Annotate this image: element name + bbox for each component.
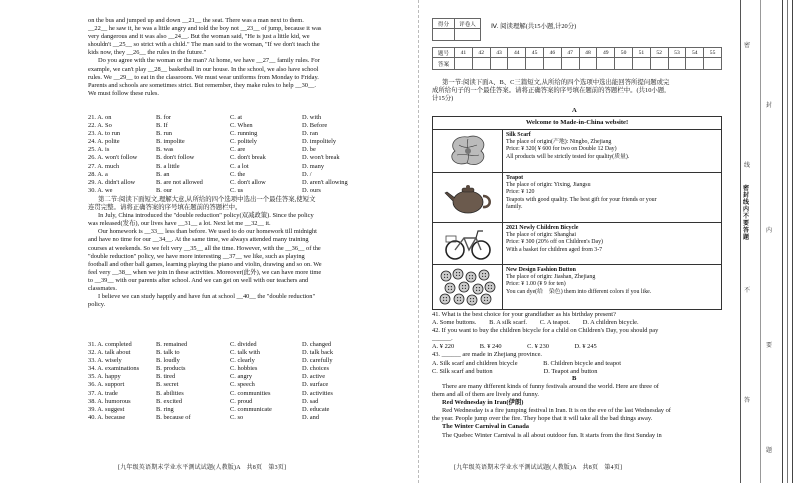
- question-number: 53: [668, 48, 686, 58]
- button-hole: [471, 275, 472, 276]
- option-choice[interactable]: 26. A. won't follow: [88, 154, 138, 162]
- answer-label: 答案: [433, 58, 455, 70]
- passage-line: courses at weekends. So we felt very __35__ all the time. However, with the __36__ of the: [88, 244, 321, 252]
- button-hole: [450, 286, 451, 287]
- product-line: You can dye(给 染色) them into different colors if you like.: [506, 288, 652, 295]
- seal-char: 密: [744, 43, 751, 49]
- option-choice[interactable]: C. running: [230, 130, 258, 138]
- option-choice[interactable]: B. a little: [156, 162, 180, 170]
- page-divider: [418, 0, 419, 483]
- question-number: 43: [490, 48, 508, 58]
- product-name: Silk Scarf: [506, 132, 531, 138]
- option-choice[interactable]: B. tired: [156, 373, 176, 381]
- passage-line: rules. We __29__ to eat in the classroom. We must wear uniforms from Monday to Friday.: [88, 73, 319, 81]
- option-row: [88, 138, 388, 146]
- product-row: [433, 129, 721, 172]
- score-label: 得分: [433, 19, 455, 29]
- option-row: [88, 171, 388, 179]
- button-hole: [469, 275, 470, 276]
- left-page: [0, 0, 396, 483]
- option-choice[interactable]: D. talk back: [302, 349, 334, 357]
- grader-cell[interactable]: [455, 29, 481, 41]
- passage-line: football and other ball games, learning playing the piano and violin, drawing and so on. We: [88, 260, 322, 268]
- option-choice[interactable]: D. won't break: [302, 154, 340, 162]
- option-choice[interactable]: C. hobbies: [230, 365, 258, 373]
- scarf-image: [433, 130, 503, 172]
- passage-line: was released(发布), our lives have __31__ a lot. Next let me __32__ it.: [88, 220, 271, 228]
- option-choice[interactable]: D. impolitely: [302, 138, 337, 146]
- passage-line: and have no time for our __34__. At the same time, we always attended many training: [88, 236, 309, 244]
- passage-line: There are many different kinds of funny festivals around the world. Here are three of: [442, 383, 659, 390]
- question-line: C. Silk scarf and button D. Teapot and button: [432, 367, 598, 375]
- passage-line: Our homework is __33__ less than before. We used to do our homework till midnight: [98, 228, 317, 236]
- option-row: [88, 381, 388, 389]
- button-hole: [470, 301, 471, 302]
- button-hole: [448, 286, 449, 287]
- button-hole: [476, 287, 477, 288]
- passage-line: Red Wednesday is a fire jumping festival in Iran. It is on the eve of the last Wednesday of: [442, 407, 671, 415]
- option-choice[interactable]: 32. A. talk about: [88, 349, 131, 357]
- passage-line: Parents and schools are sometimes strict. But remember, they make rules to help __30__.: [88, 81, 316, 89]
- button-hole: [444, 277, 445, 278]
- question-number-label: 题号: [433, 48, 455, 58]
- seal-char: 封: [766, 103, 773, 109]
- option-choice[interactable]: C. speech: [230, 381, 255, 389]
- answer-cell[interactable]: [704, 58, 722, 70]
- passage-line: the year. People jump over the fire. They hope that it will take all the bad things away.: [432, 415, 653, 423]
- option-choice[interactable]: D. changed: [302, 341, 332, 348]
- button-shape: [481, 294, 491, 304]
- option-choice[interactable]: B. ring: [156, 405, 174, 413]
- button-hole: [488, 288, 489, 289]
- option-row: [88, 373, 388, 381]
- question-line: A. Silk scarf and children bicycle B. Children bicycle and teapot: [432, 359, 622, 367]
- button-hole: [472, 298, 473, 299]
- question-line: 43. ______ are made in Zhejiang province.: [432, 351, 543, 359]
- options-21-30: [88, 114, 388, 195]
- seal-char: 不: [744, 288, 751, 294]
- button-hole: [484, 300, 485, 301]
- button-shape: [479, 270, 489, 280]
- option-choice[interactable]: 22. A. So: [88, 122, 112, 130]
- option-choice[interactable]: 35. A. happy: [88, 373, 121, 381]
- button-hole: [478, 290, 479, 291]
- option-choice[interactable]: C. at: [230, 114, 243, 121]
- option-choice[interactable]: B. are not allowed: [156, 178, 203, 186]
- button-hole: [469, 278, 470, 279]
- passage-line: In July, China introduced the "double reduction" policy(双减政策). Since the policy: [98, 212, 314, 220]
- option-choice[interactable]: D. activities: [302, 389, 333, 397]
- button-shape: [459, 282, 469, 292]
- option-row: [88, 414, 388, 422]
- button-hole: [484, 276, 485, 277]
- question-line: 42. If you want to buy the children bicycle for a child on Children's Day, you should pay: [432, 327, 659, 335]
- button-shape: [445, 283, 455, 293]
- instruction-line: 第一节:阅读下面A、B、C三篇短文,从所给的四个选项中选出能回答所提问题或完: [442, 79, 670, 86]
- option-choice[interactable]: D. ours: [302, 186, 321, 194]
- option-choice[interactable]: 38. A. humorous: [88, 397, 131, 405]
- page-footer-right: [九年级英语期末学业水平测试试题(人教版)A 共8页 第4页]: [454, 465, 623, 471]
- option-row: [88, 398, 388, 406]
- button-hole: [482, 273, 483, 274]
- button-hole: [490, 288, 491, 289]
- passage-cloze-b: [88, 196, 388, 309]
- option-choice[interactable]: D. surface: [302, 381, 329, 389]
- button-hole: [456, 272, 457, 273]
- product-name: Teapot: [506, 175, 524, 181]
- question-number: 52: [650, 48, 668, 58]
- passage-line: on the bus and jumped up and down __21__ the seat. There was a man next to them.: [88, 17, 304, 24]
- question-number: 42: [472, 48, 490, 58]
- option-choice[interactable]: B. secret: [156, 381, 179, 389]
- product-name: New Design Fashion Button: [506, 267, 576, 273]
- button-hole: [458, 272, 459, 273]
- seal-char: 题: [766, 448, 773, 454]
- option-choice[interactable]: B. products: [156, 365, 186, 373]
- option-choice[interactable]: B. If: [156, 122, 168, 130]
- option-choice[interactable]: D. choices: [302, 365, 329, 373]
- option-choice[interactable]: B. our: [156, 186, 172, 194]
- option-row: [88, 163, 388, 171]
- question-line: A. Some buttons. B. A silk scarf. C. A teapot. D. A children bicycle.: [432, 319, 639, 327]
- button-hole: [470, 298, 471, 299]
- page-footer-left: [九年级英语期末学业水平测试试题(人教版)A 共8页 第3页]: [118, 465, 287, 471]
- option-choice[interactable]: 40. A. because: [88, 413, 126, 421]
- seal-char: 要: [766, 343, 773, 349]
- answer-cell[interactable]: [579, 58, 597, 70]
- answer-cell[interactable]: [686, 58, 704, 70]
- option-choice[interactable]: C. the: [230, 170, 246, 178]
- answer-cell[interactable]: [455, 58, 473, 70]
- answer-cell[interactable]: [650, 58, 668, 70]
- option-choice[interactable]: D. /: [302, 170, 312, 178]
- button-hole: [445, 300, 446, 301]
- question-number: 54: [686, 48, 704, 58]
- option-choice[interactable]: C. are: [230, 146, 246, 154]
- bicycle-image: [433, 223, 503, 264]
- options-31-40: [88, 341, 388, 422]
- option-choice[interactable]: C. proud: [230, 397, 253, 405]
- option-row: [88, 146, 388, 154]
- button-hole: [444, 274, 445, 275]
- question-number: 46: [543, 48, 561, 58]
- product-line: Price: ¥ 1.00 (¥ 9 for ten): [506, 281, 566, 288]
- product-line: family.: [506, 203, 523, 210]
- passage-line: The Quebec Winter Carnival is all about outdoor fun. It starts from the first Sunday in: [442, 431, 662, 439]
- passage-a-label: A: [572, 107, 577, 114]
- option-row: [88, 390, 388, 398]
- seal-line-inner: [760, 0, 761, 483]
- binding-margin: [740, 0, 794, 483]
- option-choice[interactable]: D. active: [302, 373, 326, 381]
- answer-cell[interactable]: [508, 58, 526, 70]
- question-number: 49: [597, 48, 615, 58]
- score-box: [432, 18, 481, 41]
- option-choice[interactable]: 39. A. suggest: [88, 405, 125, 413]
- button-hole: [464, 288, 465, 289]
- option-choice[interactable]: 33. A. wisely: [88, 357, 122, 365]
- passage-b: [432, 383, 722, 440]
- button-shape: [453, 269, 463, 279]
- passage-line: We must follow these rules.: [88, 89, 160, 97]
- question-number: 51: [632, 48, 650, 58]
- seal-char: 答: [744, 398, 751, 404]
- option-row: [88, 341, 388, 349]
- option-row: [88, 179, 388, 187]
- option-choice[interactable]: 30. A. we: [88, 186, 113, 194]
- section-title: Ⅳ. 阅读理解(共15小题,计20分): [491, 23, 577, 30]
- passage-cloze-a: [88, 17, 388, 98]
- option-choice[interactable]: 25. A. is: [88, 146, 110, 154]
- button-hole: [464, 285, 465, 286]
- product-line: Teapots with good quality. The best gift for your friends or your: [506, 196, 657, 203]
- option-choice[interactable]: B. remained: [156, 341, 188, 348]
- product-line: All products will be strictly tested for quality(质量).: [506, 153, 630, 160]
- button-hole: [484, 297, 485, 298]
- button-hole: [446, 274, 447, 275]
- answer-cell[interactable]: [561, 58, 579, 70]
- website-box: [432, 116, 722, 310]
- questions-41-43: [432, 311, 722, 376]
- option-row: [88, 357, 388, 365]
- option-row: [88, 122, 388, 130]
- question-line: ______.: [432, 335, 453, 343]
- answer-cell[interactable]: [597, 58, 615, 70]
- button-hole: [462, 285, 463, 286]
- button-hole: [471, 278, 472, 279]
- button-hole: [443, 297, 444, 298]
- button-hole: [450, 289, 451, 290]
- option-choice[interactable]: C. communicate: [230, 405, 272, 413]
- button-hole: [490, 285, 491, 286]
- button-shape: [485, 282, 495, 292]
- answer-cell[interactable]: [668, 58, 686, 70]
- answer-table: [432, 47, 722, 70]
- seal-char: 内: [766, 228, 773, 234]
- product-line: Price: ¥ 300 (20% off on Children's Day): [506, 239, 603, 246]
- question-number: 47: [561, 48, 579, 58]
- button-shape: [467, 295, 477, 305]
- option-choice[interactable]: B. run: [156, 130, 172, 138]
- product-line: The place of origin(产地): Ningbo, Zhejiang: [506, 139, 612, 146]
- option-choice[interactable]: C. so: [230, 413, 244, 421]
- button-shape: [440, 294, 450, 304]
- option-choice[interactable]: C. talk with: [230, 349, 260, 357]
- button-hole: [488, 285, 489, 286]
- option-choice[interactable]: B. talk to: [156, 349, 180, 357]
- option-row: [88, 365, 388, 373]
- option-choice[interactable]: D. carefully: [302, 357, 333, 365]
- button-hole: [478, 287, 479, 288]
- passage-line: kids now, they __26__ the rules in the future.": [88, 49, 207, 57]
- buttons-image: [433, 265, 503, 309]
- right-page: [432, 0, 722, 483]
- passage-line: to __39__ with our parents after school. And we can get on well with our teachers and: [88, 276, 309, 284]
- option-choice[interactable]: 23. A. to run: [88, 130, 121, 138]
- passage-line: very dangerous and it was also __24__. But the woman said, "He is just a little kid, we: [88, 33, 310, 41]
- seal-warning: 密封线内不要答题: [743, 186, 750, 241]
- instruction-line: 计15分): [432, 95, 454, 103]
- passage-line: feel very __38__ when we join in these activities. Moreover(此外), we can have more time: [88, 268, 322, 276]
- question-number: 55: [704, 48, 722, 58]
- button-hole: [457, 300, 458, 301]
- festival-title: The Winter Carnival in Canada: [442, 423, 530, 431]
- option-choice[interactable]: C. When: [230, 122, 253, 130]
- button-hole: [458, 275, 459, 276]
- button-hole: [448, 289, 449, 290]
- option-choice[interactable]: 24. A. polite: [88, 138, 120, 146]
- button-hole: [456, 275, 457, 276]
- passage-line: classmates.: [88, 285, 117, 293]
- product-row: [433, 172, 721, 222]
- option-choice[interactable]: D. and: [302, 413, 320, 421]
- option-choice[interactable]: B. an: [156, 170, 170, 178]
- teapot-image: [433, 173, 503, 222]
- website-header: Welcome to Made-in-China website!: [525, 119, 629, 126]
- option-choice[interactable]: 21. A. on: [88, 114, 112, 121]
- product-line: The place of origin: Yixing, Jiangsu: [506, 182, 591, 189]
- option-choice[interactable]: D. educate: [302, 405, 330, 413]
- passage-b-label: B: [572, 375, 577, 382]
- instruction-line: 成所给句子的一个最佳答案。请将正确答案的序号填在题前的答题栏中。(共10小题,: [432, 87, 666, 95]
- option-choice[interactable]: B. for: [156, 114, 171, 121]
- product-line: With a basket for children aged from 3-7: [506, 246, 603, 253]
- button-hole: [459, 300, 460, 301]
- option-choice[interactable]: D. Before: [302, 122, 328, 130]
- option-choice[interactable]: B. don't follow: [156, 154, 195, 162]
- button-hole: [484, 273, 485, 274]
- button-hole: [486, 297, 487, 298]
- button-hole: [446, 277, 447, 278]
- option-choice[interactable]: D. with: [302, 114, 322, 121]
- button-hole: [476, 290, 477, 291]
- option-choice[interactable]: C. politely: [230, 138, 257, 146]
- option-choice[interactable]: B. impolite: [156, 138, 185, 146]
- passage-line: example, we can't play __28__ basketball in our house. In the school, we also have school: [88, 65, 319, 73]
- answer-cell[interactable]: [615, 58, 633, 70]
- option-row: [88, 154, 388, 162]
- option-choice[interactable]: 37. A. trade: [88, 389, 118, 397]
- answer-cell[interactable]: [526, 58, 544, 70]
- question-number: 44: [508, 48, 526, 58]
- button-shape: [466, 272, 476, 282]
- question-number: 50: [615, 48, 633, 58]
- option-choice[interactable]: B. loudly: [156, 357, 180, 365]
- option-choice[interactable]: D. aren't allowing: [302, 178, 348, 186]
- option-choice[interactable]: C. us: [230, 186, 244, 194]
- button-hole: [459, 297, 460, 298]
- product-line: Price: ¥ 320( ¥ 600 for two on Double 12 Day): [506, 146, 617, 153]
- product-line: Price: ¥ 120: [506, 189, 535, 196]
- option-choice[interactable]: 36. A. support: [88, 381, 125, 389]
- option-choice[interactable]: C. a lot: [230, 162, 249, 170]
- passage-line: shouldn't __25__ so strict with a child." The man said to the woman, "If we don't teach the: [88, 41, 320, 49]
- option-choice[interactable]: B. abilities: [156, 389, 184, 397]
- option-choice[interactable]: 31. A. completed: [88, 341, 132, 348]
- section-instruction: 第二节:阅读下面短文,理解大意,从所给的四个选项中选出一个最佳答案,使短文: [98, 196, 316, 203]
- button-shape: [454, 294, 464, 304]
- option-choice[interactable]: B. was: [156, 146, 174, 154]
- question-line: 41. What is the best choice for your grandfather as his birthday present?: [432, 311, 616, 318]
- option-row: [88, 187, 388, 195]
- button-shape: [441, 271, 451, 281]
- button-shape: [473, 284, 483, 294]
- option-choice[interactable]: D. sad: [302, 397, 319, 405]
- product-line: The place of origin: Jiashan, Zhejiang: [506, 274, 596, 281]
- question-line: A. ¥ 220 B. ¥ 240 C. ¥ 230 D. ¥ 245: [432, 343, 597, 351]
- option-choice[interactable]: D. ran: [302, 130, 318, 138]
- option-row: [88, 130, 388, 138]
- option-choice[interactable]: C. angry: [230, 373, 253, 381]
- product-line: The place of origin: Shanghai: [506, 232, 577, 239]
- answer-cell[interactable]: [490, 58, 508, 70]
- option-choice[interactable]: B. excited: [156, 397, 182, 405]
- option-choice[interactable]: C. don't break: [230, 154, 266, 162]
- button-hole: [443, 300, 444, 301]
- passage-line: Do you agree with the woman or the man? At home, we have __27__ family rules. For: [98, 57, 320, 65]
- button-hole: [445, 297, 446, 298]
- ruled-lines: [782, 0, 794, 483]
- instruction: [432, 79, 722, 103]
- passage-line: __22__ he saw it, he was a little angry and told the boy not __23__ of jump, because it was: [88, 25, 322, 33]
- product-row: [433, 222, 721, 264]
- question-number: 45: [526, 48, 544, 58]
- option-choice[interactable]: 29. A. didn't allow: [88, 178, 136, 186]
- answer-cell[interactable]: [472, 58, 490, 70]
- seal-char: 线: [744, 163, 751, 169]
- answer-cell[interactable]: [632, 58, 650, 70]
- section-instruction: 连贯完整。请将正确答案的序号填在题前的答题栏中。: [88, 204, 242, 212]
- option-choice[interactable]: C. communities: [230, 389, 271, 397]
- answer-cell[interactable]: [543, 58, 561, 70]
- option-choice[interactable]: D. many: [302, 162, 325, 170]
- option-row: [88, 406, 388, 414]
- option-choice[interactable]: 28. A. a: [88, 170, 108, 178]
- option-choice[interactable]: B. because of: [156, 413, 191, 421]
- score-area: [432, 18, 722, 70]
- score-cell[interactable]: [433, 29, 455, 41]
- option-row: [88, 114, 388, 122]
- festival-title: Red Wednesday in Iran(伊朗): [442, 399, 524, 407]
- option-choice[interactable]: C. divided: [230, 341, 257, 348]
- passage-line: them and all of them are lively and funny.: [432, 391, 539, 399]
- button-hole: [472, 301, 473, 302]
- question-number: 48: [579, 48, 597, 58]
- option-choice[interactable]: C. don't allow: [230, 178, 266, 186]
- passage-line: "double reduction" policy, we have more interesting __37__ we like, such as playing: [88, 252, 305, 260]
- option-choice[interactable]: D. be: [302, 146, 316, 154]
- passage-line: I believe we can study happily and have fun at school __40__ the "double reduction": [98, 293, 316, 301]
- product-name: 2021 Newly Children Bicycle: [506, 225, 579, 231]
- button-hole: [457, 297, 458, 298]
- grader-label: 评卷人: [455, 19, 481, 29]
- product-row: [433, 264, 721, 309]
- button-hole: [486, 300, 487, 301]
- button-hole: [462, 288, 463, 289]
- option-choice[interactable]: 27. A. much: [88, 162, 120, 170]
- question-number: 41: [455, 48, 473, 58]
- button-hole: [482, 276, 483, 277]
- passage-line: policy.: [88, 301, 106, 309]
- option-choice[interactable]: 34. A. examinations: [88, 365, 140, 373]
- seal-line: [740, 0, 741, 483]
- option-choice[interactable]: C. clearly: [230, 357, 255, 365]
- option-row: [88, 349, 388, 357]
